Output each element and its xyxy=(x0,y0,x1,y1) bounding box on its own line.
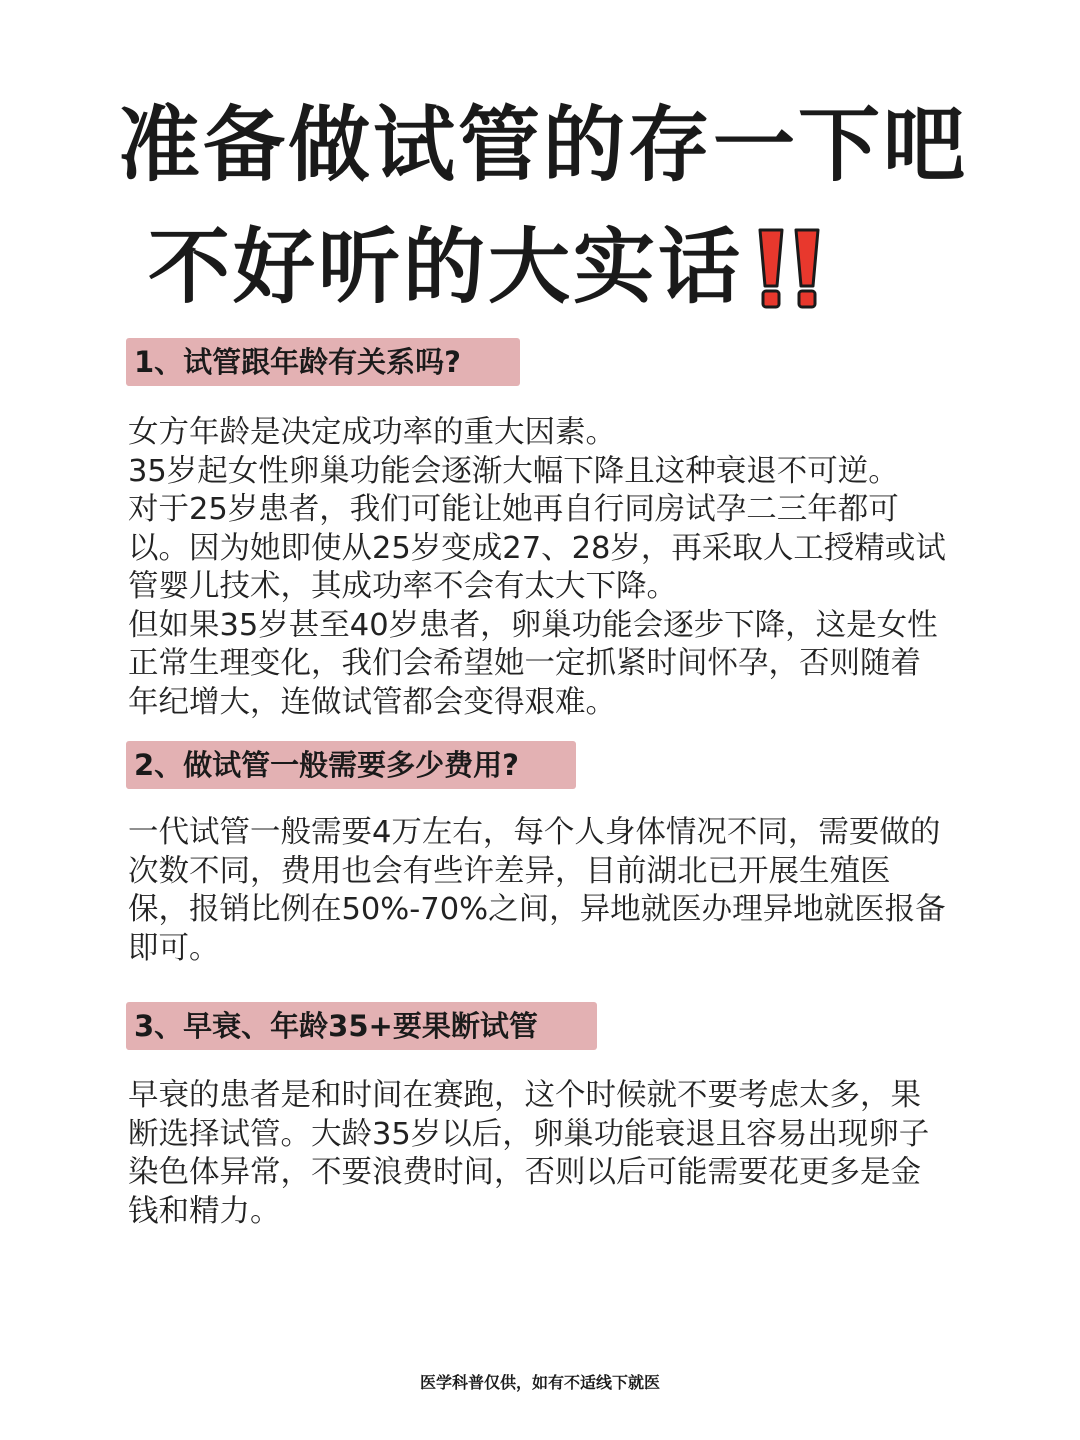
paragraph-line: 一代试管一般需要4万左右，每个人身体情况不同，需要做的 xyxy=(128,815,941,850)
page-title-line-2 xyxy=(148,218,821,318)
section-body-early-decline xyxy=(128,1077,998,1231)
section-body-cost xyxy=(128,814,998,968)
paragraph-line: 对于25岁患者，我们可能让她再自行同房试孕二三年都可 xyxy=(128,492,899,527)
paragraph-line: 染色体异常，不要浪费时间，否则以后可能需要花更多是金 xyxy=(128,1155,921,1190)
page-title-line-1: 准备做试管的存一下吧 xyxy=(118,98,969,193)
paragraph-line: 年纪增大，连做试管都会变得艰难。 xyxy=(128,684,616,720)
section-heading-cost: 2、做试管一般需要多少费用? xyxy=(126,741,576,789)
footer-disclaimer: 医学科普仅供，如有不适线下就医 xyxy=(419,1373,660,1392)
exclamation-mark-icon xyxy=(757,226,785,310)
paragraph-line: 钱和精力。 xyxy=(128,1193,281,1229)
paragraph-line: 管婴儿技术，其成功率不会有太大下降。 xyxy=(128,569,677,604)
section-heading-age: 1、试管跟年龄有关系吗? xyxy=(126,338,520,386)
paragraph-line: 以。因为她即使从25岁变成27、28岁，再采取人工授精或试 xyxy=(128,530,946,566)
exclamation-mark-icon xyxy=(793,226,821,310)
paragraph-line: 即可。 xyxy=(128,930,220,966)
section-body-age xyxy=(128,414,998,722)
paragraph-line: 早衰的患者是和时间在赛跑，这个时候就不要考虑太多，果 xyxy=(128,1078,921,1113)
paragraph-line: 但如果35岁甚至40岁患者，卵巢功能会逐步下降，这是女性 xyxy=(128,607,938,643)
paragraph-line: 保，报销比例在50%-70%之间，异地就医办理异地就医报备 xyxy=(128,892,946,927)
paragraph-line: 断选择试管。大龄35岁以后，卵巢功能衰退且容易出现卵子 xyxy=(128,1116,930,1152)
paragraph-line: 正常生理变化，我们会希望她一定抓紧时间怀孕，否则随着 xyxy=(128,646,921,681)
double-exclamation-icon xyxy=(757,226,821,310)
page-title-line-2-text: 不好听的大实话 xyxy=(148,220,744,315)
paragraph-line: 次数不同，费用也会有些许差异，目前湖北已开展生殖医 xyxy=(128,853,891,889)
paragraph-line: 35岁起女性卵巢功能会逐渐大幅下降且这种衰退不可逆。 xyxy=(128,453,899,489)
paragraph-line: 女方年龄是决定成功率的重大因素。 xyxy=(128,415,616,450)
section-heading-early-decline: 3、早衰、年龄35+要果断试管 xyxy=(126,1002,597,1050)
